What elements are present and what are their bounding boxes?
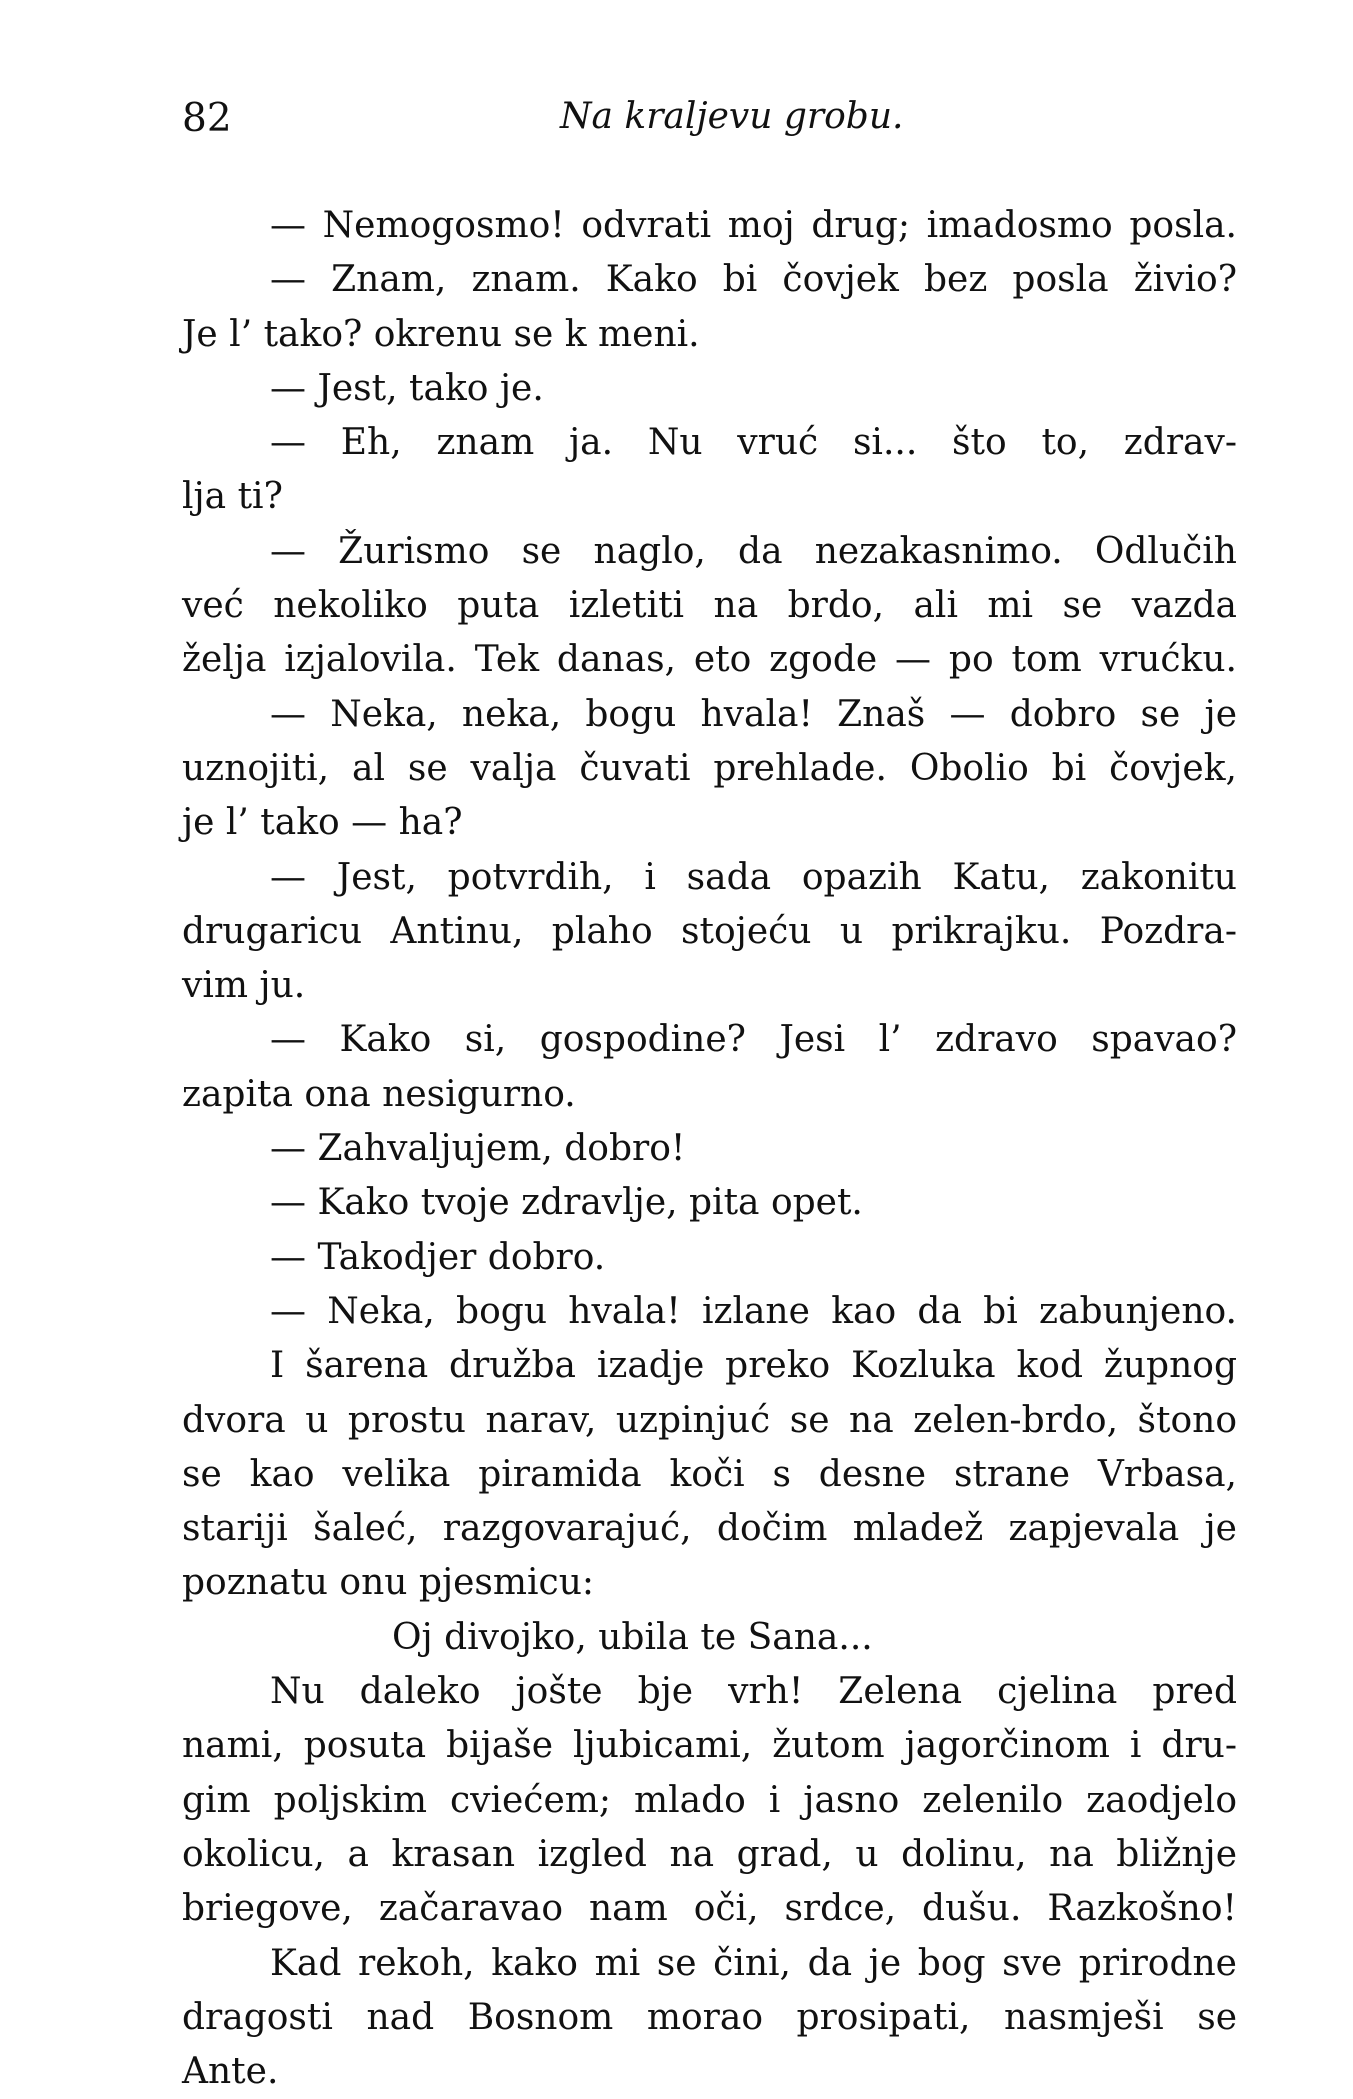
text-line: želja izjalovila. Tek danas, eto zgode — po tom vrućku. xyxy=(182,639,1237,681)
text-line: — Kako si, gospodine? Jesi l’ zdravo spavao? xyxy=(270,1019,1237,1061)
text-line: drugaricu Antinu, plaho stojeću u prikrajku. Pozdra- xyxy=(182,910,1237,952)
text-line: — Zahvaljujem, dobro! xyxy=(270,1128,686,1170)
verse-line: Oj divojko, ubila te Sana... xyxy=(392,1616,873,1658)
text-line: zapita ona nesigurno. xyxy=(182,1073,576,1115)
text-line: dragosti nad Bosnom morao prosipati, nasmješi se xyxy=(182,1996,1237,2038)
running-head xyxy=(182,96,1237,146)
text-line: Je l’ tako? okrenu se k meni. xyxy=(182,313,700,355)
text-line: se kao velika piramida koči s desne strane Vrbasa, xyxy=(182,1453,1237,1495)
text-line: Ante. xyxy=(182,2051,279,2093)
text-line: je l’ tako — ha? xyxy=(182,802,463,844)
text-line: lja ti? xyxy=(182,476,283,518)
text-line: — Takodjer dobro. xyxy=(270,1236,606,1278)
text-line: I šarena družba izadje preko Kozluka kod župnog xyxy=(270,1345,1237,1387)
text-line: — Eh, znam ja. Nu vruć si... što to, zdrav- xyxy=(270,422,1237,464)
text-line: — Žurismo se naglo, da nezakasnimo. Odlučih xyxy=(270,530,1237,572)
text-line: poznatu onu pjesmicu: xyxy=(182,1562,595,1604)
text-line: vim ju. xyxy=(182,965,306,1007)
running-title: Na kraljevu grobu. xyxy=(560,96,904,137)
text-line: Kad rekoh, kako mi se čini, da je bog sve prirodne xyxy=(270,1942,1237,1984)
text-line: — Kako tvoje zdravlje, pita opet. xyxy=(270,1182,863,1224)
text-line: Nu daleko jošte bje vrh! Zelena cjelina pred xyxy=(270,1671,1237,1713)
text-line: — Jest, potvrdih, i sada opazih Katu, zakonitu xyxy=(270,856,1237,898)
body-text xyxy=(182,199,1237,2099)
text-line: — Nemogosmo! odvrati moj drug; imadosmo posla. xyxy=(270,205,1237,246)
text-line: već nekoliko puta izletiti na brdo, ali mi se vazda xyxy=(182,585,1237,627)
text-line: — Neka, neka, bogu hvala! Znaš — dobro se je xyxy=(270,693,1237,735)
text-line: uznojiti, al se valja čuvati prehlade. Obolio bi čovjek, xyxy=(182,747,1237,789)
text-line: nami, posuta bijaše ljubicami, žutom jagorčinom i dru- xyxy=(182,1725,1237,1767)
text-line: stariji šaleć, razgovarajuć, dočim mladež zapjevala je xyxy=(182,1508,1237,1550)
text-line: briegove, začaravao nam oči, srdce, dušu. Razkošno! xyxy=(182,1888,1237,1930)
text-line: dvora u prostu narav, uzpinjuć se na zelen-brdo, štono xyxy=(182,1399,1237,1441)
text-line: gim poljskim cviećem; mlado i jasno zelenilo zaodjelo xyxy=(182,1779,1237,1821)
text-line: — Neka, bogu hvala! izlane kao da bi zabunjeno. xyxy=(270,1290,1237,1332)
page-number: 82 xyxy=(182,96,232,141)
text-line: okolicu, a krasan izgled na grad, u dolinu, na bližnje xyxy=(182,1833,1237,1875)
text-line: — Jest, tako je. xyxy=(270,367,544,409)
text-line: — Znam, znam. Kako bi čovjek bez posla živio? xyxy=(270,259,1237,301)
